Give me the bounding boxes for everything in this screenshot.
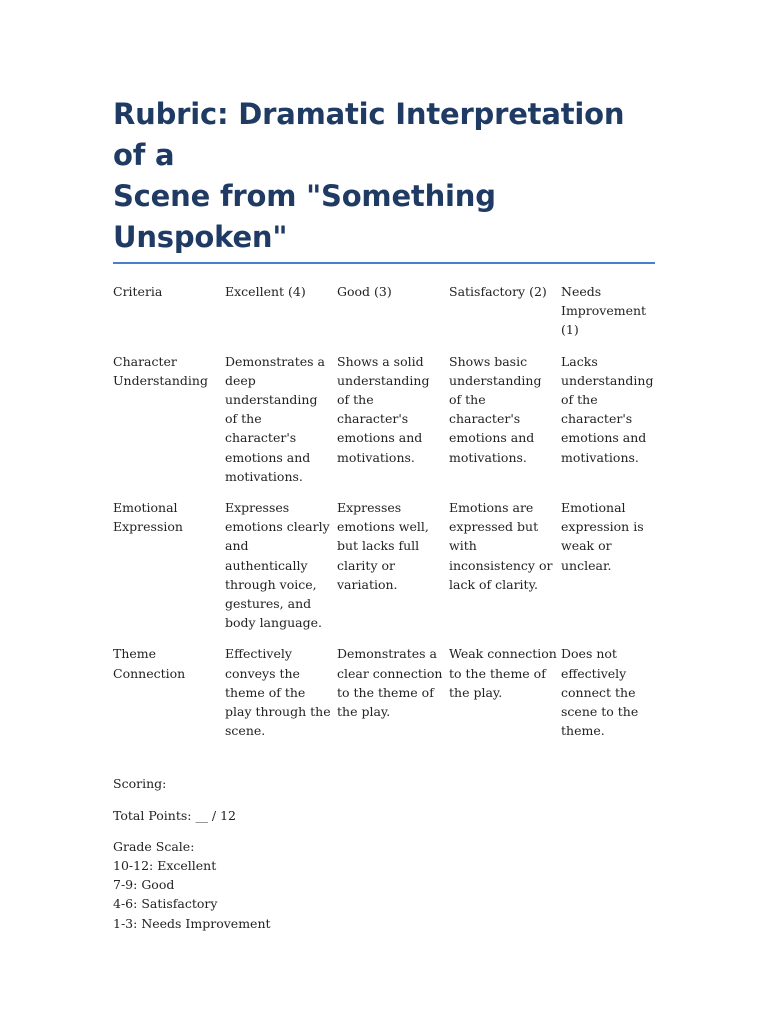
header-good: Good (3)	[337, 284, 392, 299]
scoring-heading: Scoring:	[113, 776, 167, 792]
scoring-section	[113, 774, 656, 932]
row-criteria: Character Understanding	[113, 353, 208, 388]
grade-scale-item: 1-3: Needs Improvement	[113, 915, 271, 931]
title-line-1: Rubric: Dramatic Interpretation of a	[113, 97, 625, 172]
rubric-table	[113, 282, 667, 752]
title-line-2: Scene from "Something Unspoken"	[113, 179, 496, 254]
total-points: Total Points: __ / 12	[113, 807, 237, 823]
row-good: Shows a solid understanding of the character's emotions and motivations.	[337, 353, 430, 465]
header-criteria: Criteria	[113, 284, 163, 299]
header-satisfactory: Satisfactory (2)	[449, 284, 547, 299]
row-needs-improvement: Lacks understanding of the character's emotions and motivations.	[561, 353, 654, 465]
row-excellent: Expresses emotions clearly and authentically through voice, gestures, and body language.	[225, 500, 330, 631]
title-underline	[113, 262, 655, 264]
header-needs-improvement: Needs Improvement (1)	[561, 284, 647, 338]
row-excellent: Demonstrates a deep understanding of the character's emotions and motivations.	[225, 353, 325, 484]
document-title	[113, 94, 656, 258]
grade-scale	[113, 837, 656, 933]
grade-scale-item: 4-6: Satisfactory	[113, 896, 218, 912]
row-needs-improvement: Emotional expression is weak or unclear.	[561, 500, 644, 573]
row-needs-improvement: Does not effectively connect the scene to the theme.	[561, 646, 639, 739]
row-good: Expresses emotions well, but lacks full clarity or variation.	[337, 500, 429, 592]
grade-scale-heading: Grade Scale:	[113, 838, 195, 854]
grade-scale-item: 7-9: Good	[113, 877, 175, 893]
rubric-document	[113, 94, 656, 945]
table-header-row	[113, 282, 667, 352]
grade-scale-item: 10-12: Excellent	[113, 858, 217, 874]
row-criteria: Theme Connection	[113, 646, 186, 681]
table-row	[113, 644, 667, 752]
row-good: Demonstrates a clear connection to the theme of the play.	[337, 646, 443, 720]
row-satisfactory: Emotions are expressed but with inconsistency or lack of clarity.	[449, 500, 553, 592]
row-excellent: Effectively conveys the theme of the play through the scene.	[225, 646, 331, 739]
table-row	[113, 352, 667, 498]
row-satisfactory: Weak connection to the theme of the play.	[449, 646, 557, 700]
header-excellent: Excellent (4)	[225, 284, 306, 299]
row-satisfactory: Shows basic understanding of the character's emotions and motivations.	[449, 353, 542, 465]
row-criteria: Emotional Expression	[113, 500, 183, 535]
table-row	[113, 498, 667, 644]
